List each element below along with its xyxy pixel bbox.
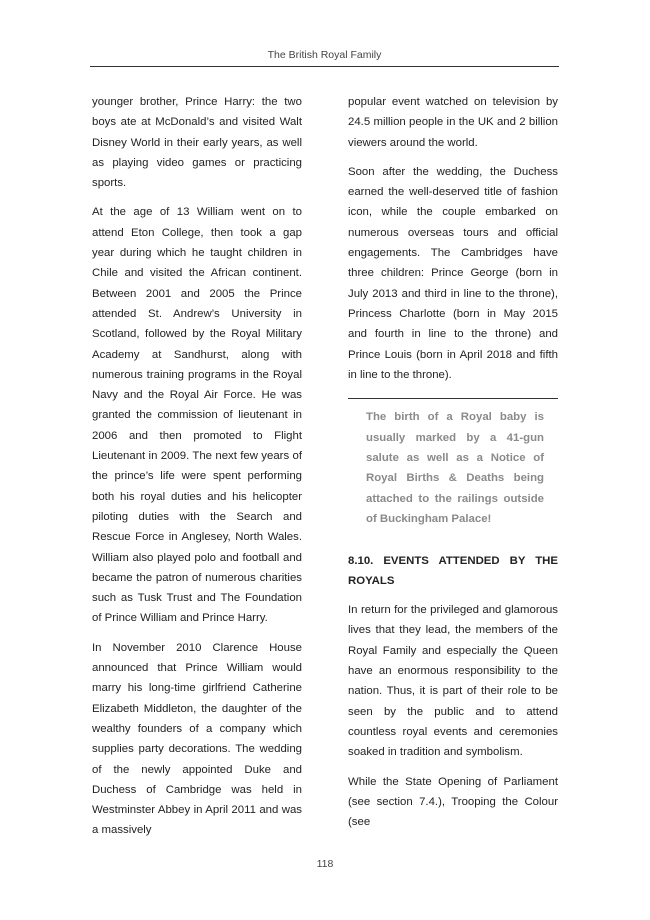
body-paragraph: popular event watched on television by 24.5 million people in the UK and 2 billion viewers around the world. (348, 96, 558, 149)
fact-callout: The birth of a Royal baby is usually marked by a 41-gun salute as well as a Notice of Royal Births & Deaths being attached to the railings outside of Buckingham Palace! (366, 411, 544, 526)
body-paragraph: At the age of 13 William went on to attend Eton College, then took a gap year during which he taught children in Chile and visited the African continent. Between 2001 and 2005 the Prince attended St. Andrew’s University in Scotland, followed by the Royal Military Academy at Sandhurst, along with numerous training programs in the Royal Navy and the Royal Air Force. He was granted the commission of lieutenant in 2006 and then promoted to Flight Lieutenant in 2009. The next few years of the prince’s life were spent performing both his royal duties and his helicopter piloting duties with the Search and Rescue Force in Anglesey, North Wales. William also played polo and football and became the patron of numerous charities such as Tusk Trust and The Foundation of Prince William and Prince Harry. (92, 206, 302, 625)
body-paragraph: In November 2010 Clarence House announced that Prince William would marry his long-time girlfriend Catherine Elizabeth Middleton, the daughter of the wealthy founders of a company which supplies party decorations. The wedding of the newly appointed Duke and Duchess of Cambridge was held in Westminster Abbey in April 2011 and was a massively (92, 641, 302, 837)
body-paragraph: Soon after the wedding, the Duchess earned the well-deserved title of fashion icon, while the couple embarked on numerous overseas tours and official engagements. The Cambridges have three children: Prince George (born in July 2013 and third in line to the throne), Princess Charlotte (born in May 2015 and fourth in line to the throne) and Prince Louis (born in April 2018 and fifth in line to the throne). (348, 165, 558, 381)
running-header: The British Royal Family (267, 49, 382, 61)
left-column (92, 92, 302, 850)
section-heading: 8.10. EVENTS ATTENDED BY THE ROYALS (348, 554, 558, 587)
body-paragraph: While the State Opening of Parliament (see section 7.4.), Trooping the Colour (see (348, 775, 558, 829)
body-paragraph: younger brother, Prince Harry: the two boys ate at McDonald’s and visited Walt Disney World in their early years, as well as playing video games or practicing sports. (92, 96, 302, 190)
page-number: 118 (316, 858, 334, 870)
right-column (348, 92, 558, 841)
body-paragraph: In return for the privileged and glamorous lives that they lead, the members of the Royal Family and especially the Queen have an enormous responsibility to the nation. Thus, it is part of their role to be seen by the public and to attend countless royal events and ceremonies soaked in tradition and symbolism. (348, 604, 558, 759)
header-divider (90, 66, 559, 67)
callout-divider (348, 398, 558, 399)
